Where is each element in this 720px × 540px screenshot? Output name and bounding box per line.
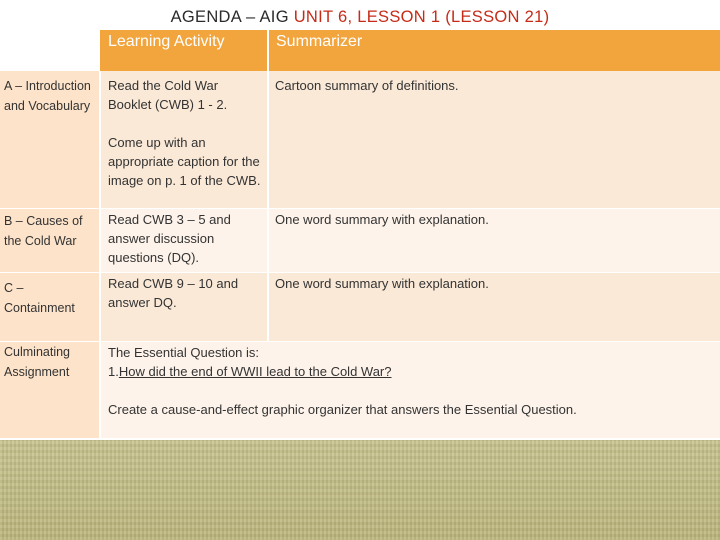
essential-question-text: How did the end of WWII lead to the Cold War? <box>118 364 392 379</box>
row-divider-2 <box>0 272 720 273</box>
row-divider-1 <box>0 208 720 209</box>
row-divider-3 <box>0 341 720 342</box>
row-a-activity <box>100 71 268 209</box>
title-prefix: AGENDA – AIG <box>170 8 294 26</box>
essential-question-line <box>108 362 712 381</box>
row-culminating-content <box>100 341 720 438</box>
row-c-activity: Read CWB 9 – 10 and answer DQ. <box>100 273 268 341</box>
row-b-label: B – Causes of the Cold War <box>0 209 100 273</box>
decorative-footer-band <box>0 440 720 540</box>
row-a-activity-2: Come up with an appropriate caption for the image on p. 1 of the CWB. <box>108 135 261 188</box>
page-title <box>0 8 720 27</box>
header-summarizer <box>268 30 720 71</box>
column-divider-2 <box>267 30 269 341</box>
header-summarizer-text: Summarizer <box>276 33 363 50</box>
row-a-summarizer: Cartoon summary of definitions. <box>268 71 720 209</box>
header-learning-activity <box>100 30 268 71</box>
culminating-task: Create a cause-and-effect graphic organizer that answers the Essential Question. <box>108 402 577 417</box>
row-a-label: A – Introduction and Vocabulary <box>0 71 100 209</box>
row-b-summarizer: One word summary with explanation. <box>268 209 720 273</box>
header-blank-cell <box>0 30 100 71</box>
row-b-activity: Read CWB 3 – 5 and answer discussion questions (DQ). <box>100 209 268 273</box>
row-a-activity-1: Read the Cold War Booklet (CWB) 1 - 2. <box>108 78 228 112</box>
essential-question-intro: The Essential Question is: <box>108 345 260 360</box>
row-c-label: C – Containment <box>0 273 100 341</box>
essential-question-number: 1. <box>108 364 119 379</box>
header-learning-activity-text: Learning Activity <box>108 33 225 50</box>
row-culminating-label: Culminating Assignment <box>0 341 100 438</box>
title-accent: UNIT 6, LESSON 1 (LESSON 21) <box>293 8 550 26</box>
row-c-summarizer: One word summary with explanation. <box>268 273 720 341</box>
column-divider-1 <box>99 71 101 438</box>
